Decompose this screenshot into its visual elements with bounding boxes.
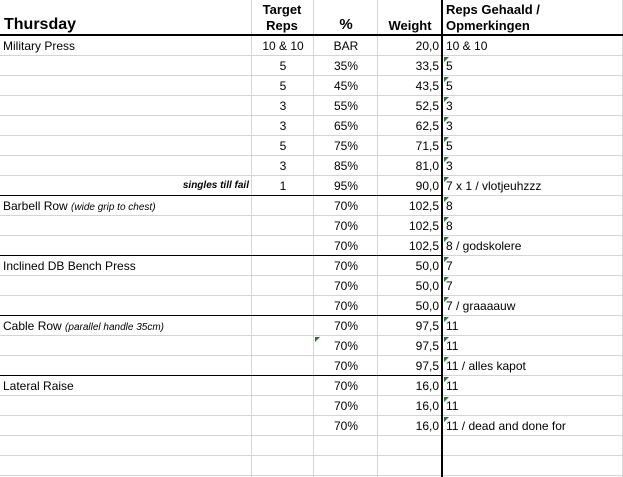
weight-cell[interactable]: 33,5 xyxy=(415,59,439,73)
weight-cell[interactable]: 43,5 xyxy=(415,79,439,93)
comment-indicator-icon xyxy=(444,137,449,142)
header-weight[interactable]: Weight xyxy=(388,18,432,33)
comment-indicator-icon xyxy=(444,237,449,242)
percent-cell[interactable] xyxy=(314,436,378,456)
weight-cell[interactable]: 50,0 xyxy=(415,279,439,293)
weight-cell[interactable]: 90,0 xyxy=(415,179,439,193)
comment-indicator-icon xyxy=(315,337,320,342)
percent-cell[interactable] xyxy=(314,456,378,476)
comment-indicator-icon xyxy=(444,157,449,162)
header-reps-gehaald-line1[interactable]: Reps Gehaald / xyxy=(446,2,540,17)
weight-cell[interactable]: 71,5 xyxy=(415,139,439,153)
comment-indicator-icon xyxy=(444,97,449,102)
target-reps-cell[interactable] xyxy=(252,436,314,456)
percent-cell[interactable]: 95% xyxy=(333,179,359,193)
reps-done-cell[interactable]: 5 xyxy=(446,59,453,73)
percent-cell[interactable]: 70% xyxy=(333,219,359,233)
reps-done-cell[interactable]: 3 xyxy=(446,119,453,133)
exercise-name: Barbell Row xyxy=(3,199,68,213)
exercise-note: (parallel handle 35cm) xyxy=(65,322,164,333)
weight-cell[interactable]: 102,5 xyxy=(408,199,439,213)
exercise-cell[interactable] xyxy=(0,376,252,396)
target-reps-cell[interactable] xyxy=(252,376,314,396)
reps-done-cell[interactable]: 11 xyxy=(446,339,459,353)
percent-cell[interactable]: 35% xyxy=(333,59,359,73)
reps-done-cell[interactable]: 11 / dead and done for xyxy=(446,419,566,433)
target-reps-cell[interactable]: 10 & 10 xyxy=(262,39,304,53)
exercise-cell[interactable] xyxy=(0,316,252,336)
comment-indicator-icon xyxy=(444,257,449,262)
target-reps-cell[interactable]: 5 xyxy=(279,139,287,153)
target-reps-cell[interactable]: 3 xyxy=(279,99,287,113)
percent-cell[interactable]: 85% xyxy=(333,159,359,173)
exercise-name: Lateral Raise xyxy=(3,379,74,393)
percent-cell[interactable]: 70% xyxy=(333,199,359,213)
header-target-reps-line2[interactable]: Reps xyxy=(266,18,298,33)
target-reps-cell[interactable] xyxy=(252,256,314,276)
weight-cell[interactable]: 52,5 xyxy=(415,99,439,113)
percent-cell[interactable]: 65% xyxy=(333,119,359,133)
weight-cell[interactable]: 16,0 xyxy=(415,419,439,433)
reps-done-cell[interactable]: 11 xyxy=(446,399,459,413)
weight-cell[interactable]: 20,0 xyxy=(415,39,439,53)
reps-done-cell[interactable]: 3 xyxy=(446,159,453,173)
target-reps-cell[interactable]: 5 xyxy=(279,79,287,93)
comment-indicator-icon xyxy=(444,297,449,302)
reps-done-cell[interactable]: 3 xyxy=(446,99,453,113)
percent-cell[interactable]: 70% xyxy=(333,319,359,333)
target-reps-cell[interactable] xyxy=(252,396,314,416)
percent-cell[interactable]: 70% xyxy=(333,399,359,413)
percent-cell[interactable]: 70% xyxy=(333,239,359,253)
percent-cell[interactable]: 70% xyxy=(333,279,359,293)
weight-cell[interactable]: 50,0 xyxy=(415,299,439,313)
weight-cell[interactable] xyxy=(378,436,442,456)
target-reps-cell[interactable]: 3 xyxy=(279,159,287,173)
weight-cell[interactable]: 50,0 xyxy=(415,259,439,273)
comment-indicator-icon xyxy=(444,337,449,342)
percent-cell[interactable]: 70% xyxy=(333,359,359,373)
header-target-reps-line1[interactable]: Target xyxy=(262,2,302,17)
target-reps-cell[interactable]: 1 xyxy=(279,179,287,193)
comment-indicator-icon xyxy=(444,377,449,382)
exercise-note: (wide grip to chest) xyxy=(71,202,156,213)
header-day[interactable]: Thursday xyxy=(4,16,77,33)
comment-indicator-icon xyxy=(444,177,449,182)
target-reps-cell[interactable] xyxy=(252,236,314,256)
weight-cell[interactable]: 16,0 xyxy=(415,399,439,413)
percent-cell[interactable]: 70% xyxy=(333,259,359,273)
target-reps-cell[interactable] xyxy=(252,416,314,436)
reps-done-cell[interactable]: 7 / graaaauw xyxy=(446,299,516,313)
target-reps-cell[interactable] xyxy=(252,336,314,356)
reps-done-cell[interactable]: 7 xyxy=(446,279,453,293)
reps-done-cell[interactable]: 10 & 10 xyxy=(446,39,488,53)
comment-indicator-icon xyxy=(444,317,449,322)
reps-done-cell[interactable] xyxy=(443,456,623,476)
percent-cell[interactable]: 55% xyxy=(333,99,359,113)
reps-done-cell[interactable]: 8 xyxy=(446,219,453,233)
comment-indicator-icon xyxy=(444,117,449,122)
target-reps-cell[interactable] xyxy=(252,276,314,296)
weight-cell[interactable]: 102,5 xyxy=(408,219,439,233)
target-reps-cell[interactable] xyxy=(252,296,314,316)
row-side-note[interactable]: singles till fail xyxy=(182,180,249,191)
exercise-name: Inclined DB Bench Press xyxy=(3,259,136,273)
weight-cell[interactable]: 81,0 xyxy=(415,159,439,173)
target-reps-cell[interactable] xyxy=(252,216,314,236)
comment-indicator-icon xyxy=(444,197,449,202)
comment-indicator-icon xyxy=(444,57,449,62)
reps-done-cell[interactable]: 11 / alles kapot xyxy=(446,359,526,373)
comment-indicator-icon xyxy=(444,217,449,222)
percent-cell[interactable]: 70% xyxy=(333,299,359,313)
target-reps-cell[interactable]: 5 xyxy=(279,59,287,73)
exercise-cell[interactable] xyxy=(0,196,252,216)
header-reps-gehaald-line2[interactable]: Opmerkingen xyxy=(446,18,530,33)
percent-cell[interactable]: 70% xyxy=(333,419,359,433)
exercise-name: Cable Row xyxy=(3,319,62,333)
comment-indicator-icon xyxy=(444,357,449,362)
reps-done-cell[interactable]: 7 xyxy=(446,259,453,273)
reps-done-cell[interactable]: 8 / godskolere xyxy=(446,239,522,253)
target-reps-cell[interactable] xyxy=(252,196,314,216)
header-percent[interactable]: % xyxy=(339,16,353,33)
weight-cell[interactable] xyxy=(378,456,442,476)
percent-cell[interactable]: 70% xyxy=(333,339,359,353)
weight-cell[interactable]: 62,5 xyxy=(415,119,439,133)
comment-indicator-icon xyxy=(444,417,449,422)
percent-cell[interactable]: BAR xyxy=(333,39,359,53)
exercise-cell[interactable] xyxy=(0,256,252,276)
comment-indicator-icon xyxy=(444,397,449,402)
weight-cell[interactable]: 102,5 xyxy=(408,239,439,253)
reps-done-cell[interactable]: 11 xyxy=(446,379,459,393)
weight-cell[interactable]: 16,0 xyxy=(415,379,439,393)
reps-done-cell[interactable]: 8 xyxy=(446,199,453,213)
percent-cell[interactable]: 70% xyxy=(333,379,359,393)
weight-cell[interactable]: 97,5 xyxy=(415,319,439,333)
reps-done-cell[interactable]: 5 xyxy=(446,79,453,93)
reps-done-cell[interactable]: 5 xyxy=(446,139,453,153)
weight-cell[interactable]: 97,5 xyxy=(415,359,439,373)
percent-cell[interactable]: 45% xyxy=(333,79,359,93)
exercise-cell[interactable] xyxy=(0,36,252,56)
target-reps-cell[interactable]: 3 xyxy=(279,119,287,133)
exercise-name: Military Press xyxy=(3,39,76,53)
weight-cell[interactable]: 97,5 xyxy=(415,339,439,353)
percent-cell[interactable]: 75% xyxy=(333,139,359,153)
target-reps-cell[interactable] xyxy=(252,456,314,476)
reps-done-cell[interactable]: 7 x 1 / vlotjeuhzzz xyxy=(446,179,542,193)
reps-done-cell[interactable] xyxy=(443,436,623,456)
comment-indicator-icon xyxy=(444,77,449,82)
reps-done-cell[interactable]: 11 xyxy=(446,319,459,333)
comment-indicator-icon xyxy=(444,277,449,282)
target-reps-cell[interactable] xyxy=(252,356,314,376)
target-reps-cell[interactable] xyxy=(252,316,314,336)
